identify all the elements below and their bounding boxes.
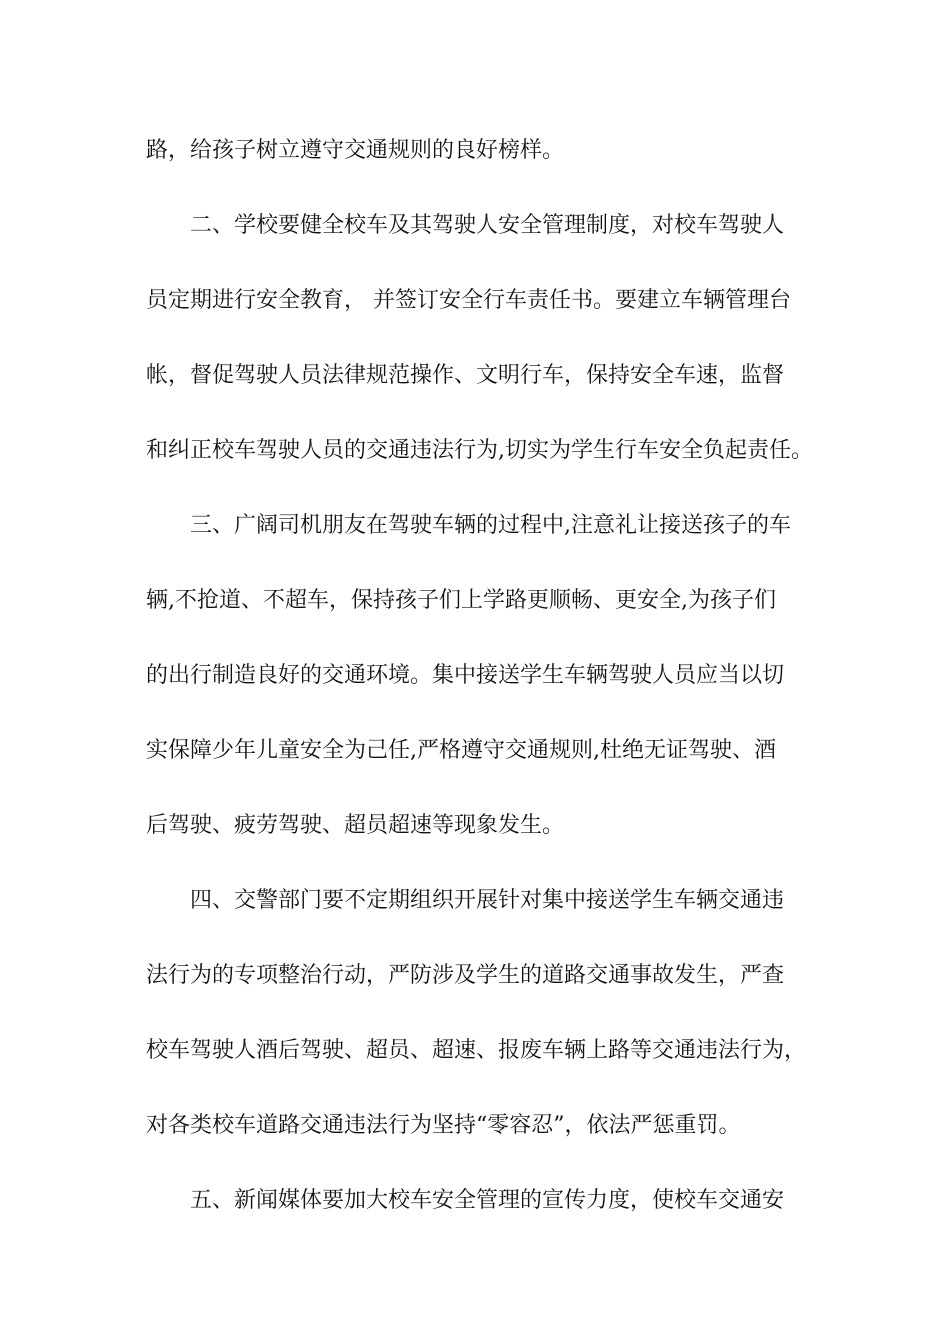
text-line: 实保障少年儿童安全为己任,严格遵守交通规则,杜绝无证驾驶、酒	[146, 738, 776, 763]
paragraph-2-line-1: 二、学校要健全校车及其驾驶人安全管理制度，对校车驾驶人	[190, 213, 785, 238]
text-line: 法行为的专项整治行动，严防涉及学生的道路交通事故发生，严查	[146, 963, 785, 988]
text-line: 的出行制造良好的交通环境。集中接送学生车辆驾驶人员应当以切	[146, 663, 785, 688]
text-line: 帐，督促驾驶人员法律规范操作、文明行车，保持安全车速，监督	[146, 363, 785, 388]
paragraph-3-line-1: 三、广阔司机朋友在驾驶车辆的过程中,注意礼让接送孩子的车	[190, 513, 791, 538]
text-line: 后驾驶、疲劳驾驶、超员超速等现象发生。	[146, 813, 565, 838]
text-line: 和纠正校车驾驶人员的交通违法行为,切实为学生行车安全负起责任。	[146, 438, 813, 463]
text-line: 辆,不抢道、不超车，保持孩子们上学路更顺畅、更安全,为孩子们	[146, 588, 776, 613]
paragraph-5-line-1: 五、新闻媒体要加大校车安全管理的宣传力度，使校车交通安	[190, 1188, 785, 1213]
text-line: 对各类校车道路交通违法行为坚持“零容忍”，依法严惩重罚。	[146, 1113, 741, 1138]
text-line: 员定期进行安全教育， 并签订安全行车责任书。要建立车辆管理台	[146, 288, 791, 313]
text-line: 校车驾驶人酒后驾驶、超员、超速、报废车辆上路等交通违法行为，	[146, 1038, 807, 1063]
paragraph-4-line-1: 四、交警部门要不定期组织开展针对集中接送学生车辆交通违	[190, 888, 785, 913]
text-line: 路，给孩子树立遵守交通规则的良好榜样。	[146, 138, 565, 163]
